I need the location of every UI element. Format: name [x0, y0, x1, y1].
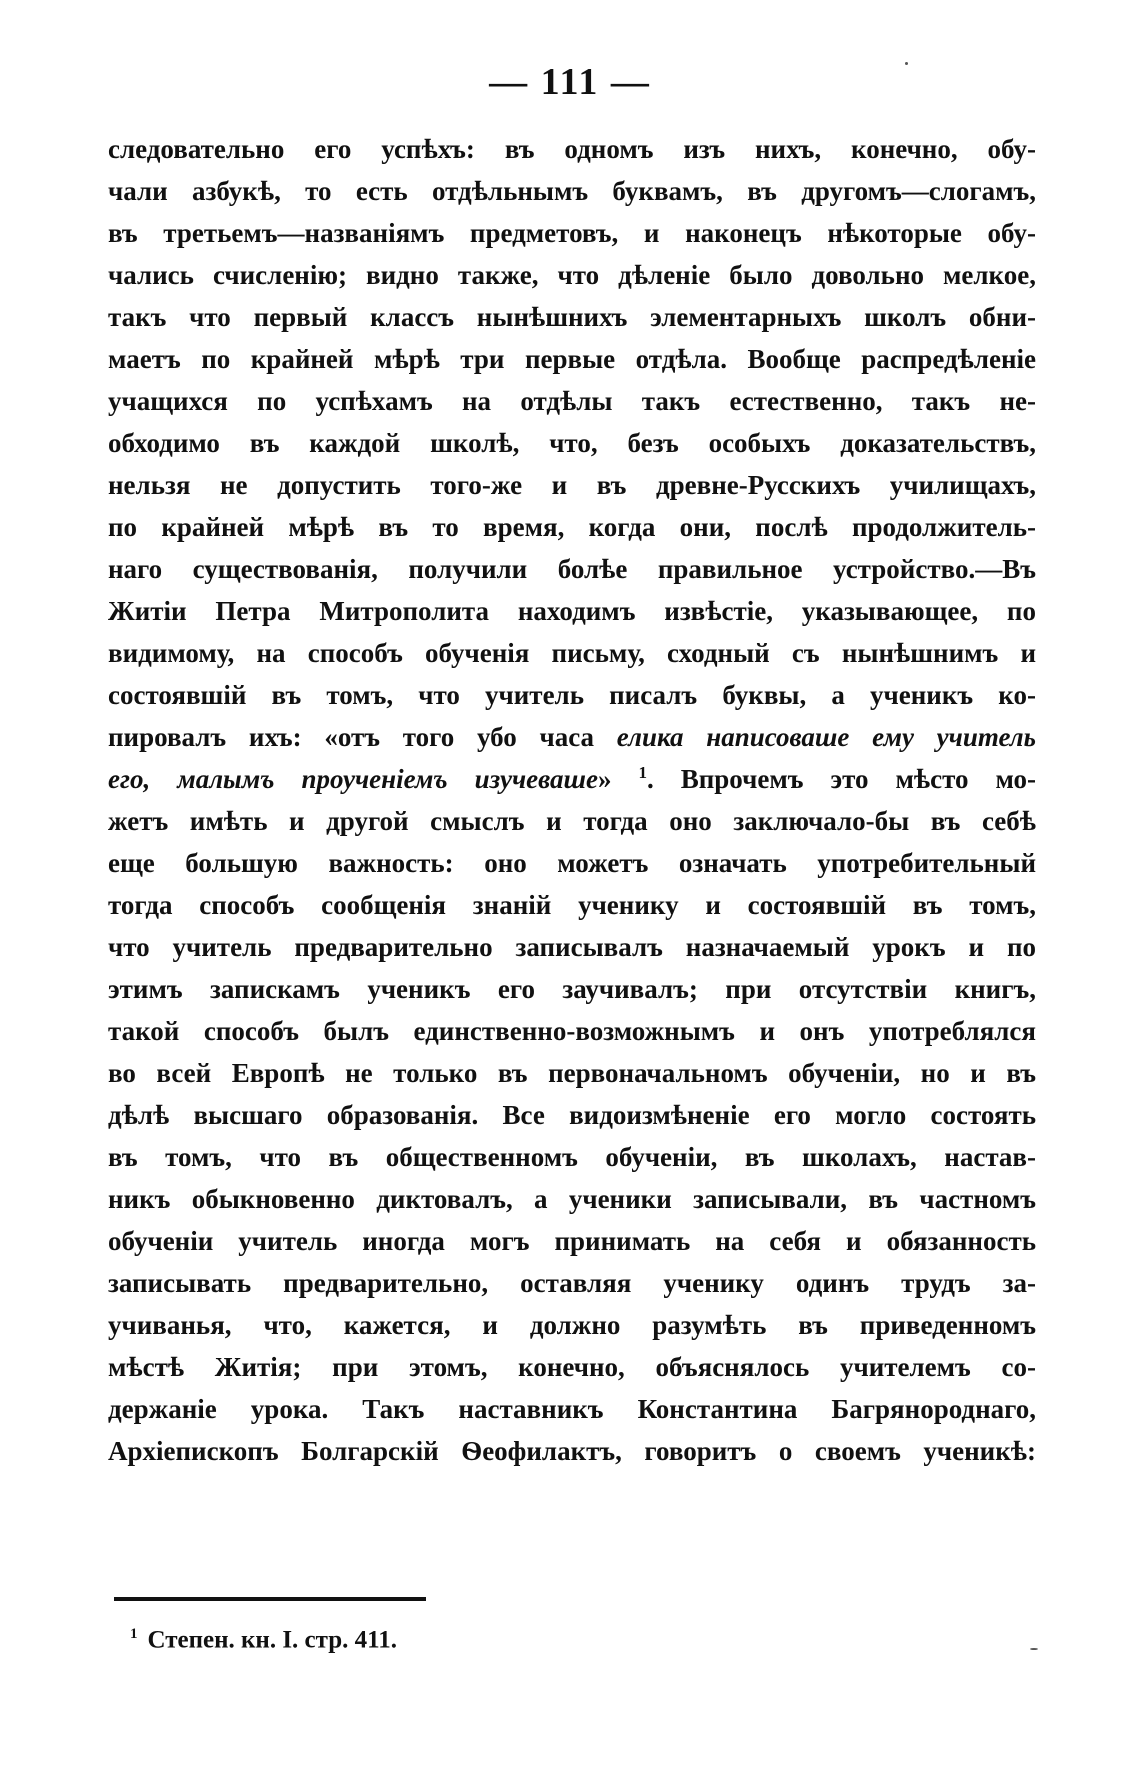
- text-span: нельзя не допустить того-же и въ древне-Русскихъ училищахъ,: [108, 470, 1036, 500]
- text-line: [108, 1388, 1036, 1430]
- text-span: состоявшій въ томъ, что учитель писалъ буквы, а ученикъ ко-: [108, 680, 1036, 710]
- text-line: [108, 212, 1036, 254]
- text-line: [108, 758, 1036, 800]
- text-line: [108, 800, 1036, 842]
- text-span: обученіи учитель иногда могъ принимать на себя и обязанность: [108, 1226, 1036, 1256]
- page-number: — 111 —: [489, 61, 651, 103]
- text-line: [108, 590, 1036, 632]
- text-span: »: [597, 764, 639, 794]
- italic-quote: его, малымъ проученіемъ изучеваше: [108, 764, 598, 794]
- text-line: [108, 1346, 1036, 1388]
- text-line: [108, 296, 1036, 338]
- text-line: [108, 1052, 1036, 1094]
- text-line: [108, 1010, 1036, 1052]
- text-span: чали азбукѣ, то есть отдѣльнымъ буквамъ, въ другомъ—слогамъ,: [108, 176, 1036, 206]
- text-line: [108, 1094, 1036, 1136]
- text-line: [108, 380, 1036, 422]
- text-span: въ томъ, что въ общественномъ обученіи, въ школахъ, настав-: [108, 1142, 1036, 1172]
- text-line: [108, 884, 1036, 926]
- text-line: [108, 1430, 1036, 1472]
- text-span: учиванья, что, кажется, и должно разумѣть въ приведенномъ: [108, 1310, 1036, 1340]
- italic-quote: елика написоваше ему учитель: [616, 722, 1036, 752]
- paper-speck: [1030, 1648, 1038, 1650]
- text-span: въ третьемъ—названіямъ предметовъ, и наконецъ нѣкоторые обу-: [108, 218, 1036, 248]
- text-span: этимъ запискамъ ученикъ его заучивалъ; при отсутствіи книгъ,: [108, 974, 1036, 1004]
- footnote-divider: [114, 1597, 426, 1601]
- text-line: [108, 170, 1036, 212]
- text-span: записывать предварительно, оставляя ученику одинъ трудъ за-: [108, 1268, 1036, 1298]
- text-line: [108, 1304, 1036, 1346]
- text-span: такъ что первый классъ нынѣшнихъ элементарныхъ школъ обни-: [108, 302, 1036, 332]
- text-span: видимому, на способъ обученія письму, сходный съ нынѣшнимъ и: [108, 638, 1036, 668]
- text-line: [108, 128, 1036, 170]
- text-span: обходимо въ каждой школѣ, что, безъ особыхъ доказательствъ,: [108, 428, 1036, 458]
- text-span: маетъ по крайней мѣрѣ три первые отдѣла. Вообще распредѣленіе: [108, 344, 1036, 374]
- text-span: тогда способъ сообщенія знаній ученику и состоявшій въ томъ,: [108, 890, 1036, 920]
- text-span: такой способъ былъ единственно-возможнымъ и онъ употреблялся: [108, 1016, 1036, 1046]
- text-span: мѣстѣ Житія; при этомъ, конечно, объяснялось учителемъ со-: [108, 1352, 1036, 1382]
- text-span: наго существованія, получили болѣе правильное устройство.—Въ: [108, 554, 1036, 584]
- text-span: жетъ имѣть и другой смыслъ и тогда оно заключало-бы въ себѣ: [108, 806, 1036, 836]
- footnote: [130, 1626, 397, 1654]
- text-span: Архіепископъ Болгарскій Ѳеофилактъ, говоритъ о своемъ ученикѣ:: [108, 1436, 1036, 1466]
- footnote-reference[interactable]: 1: [638, 763, 647, 782]
- text-span: Житіи Петра Митрополита находимъ извѣстіе, указывающее, по: [108, 596, 1036, 626]
- text-line: [108, 674, 1036, 716]
- text-line: [108, 1136, 1036, 1178]
- text-span: чались счисленію; видно также, что дѣленіе было довольно мелкое,: [108, 260, 1036, 290]
- text-span: пировалъ ихъ: «отъ того убо часа: [108, 722, 617, 752]
- text-span: что учитель предварительно записывалъ назначаемый урокъ и по: [108, 932, 1036, 962]
- text-span: еще большую важность: оно можетъ означать употребительный: [108, 848, 1036, 878]
- text-line: [108, 1262, 1036, 1304]
- text-line: [108, 506, 1036, 548]
- footnote-marker: 1: [130, 1626, 138, 1642]
- text-span: во всей Европѣ не только въ первоначальномъ обученіи, но и въ: [108, 1058, 1036, 1088]
- text-line: [108, 716, 1036, 758]
- text-span: по крайней мѣрѣ въ то время, когда они, послѣ продолжитель-: [108, 512, 1036, 542]
- text-line: [108, 1178, 1036, 1220]
- text-line: [108, 968, 1036, 1010]
- text-line: [108, 1220, 1036, 1262]
- text-span: . Впрочемъ это мѣсто мо-: [646, 764, 1037, 794]
- text-span: следовательно его успѣхъ: въ одномъ изъ нихъ, конечно, обу-: [108, 134, 1036, 164]
- text-line: [108, 464, 1036, 506]
- text-line: [108, 842, 1036, 884]
- text-span: учащихся по успѣхамъ на отдѣлы такъ естественно, такъ не-: [108, 386, 1036, 416]
- text-line: [108, 254, 1036, 296]
- text-span: никъ обыкновенно диктовалъ, а ученики записывали, въ частномъ: [108, 1184, 1036, 1214]
- paper-speck: [905, 62, 908, 65]
- text-line: [108, 926, 1036, 968]
- text-span: держаніе урока. Такъ наставникъ Константина Багрянороднаго,: [108, 1394, 1036, 1424]
- text-line: [108, 422, 1036, 464]
- text-span: дѣлѣ высшаго образованія. Все видоизмѣненіе его могло состоять: [108, 1100, 1036, 1130]
- body-text: [108, 128, 1036, 1472]
- footnote-text: Степен. кн. I. стр. 411.: [147, 1626, 397, 1654]
- text-line: [108, 338, 1036, 380]
- text-line: [108, 548, 1036, 590]
- text-line: [108, 632, 1036, 674]
